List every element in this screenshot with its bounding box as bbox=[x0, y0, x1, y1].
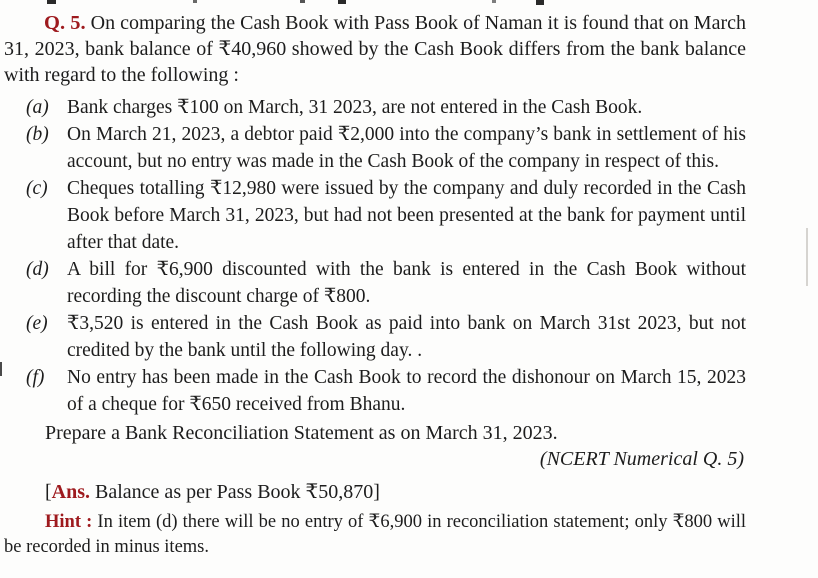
answer-text: Balance as per Pass Book ₹50,870] bbox=[95, 481, 380, 503]
list-item bbox=[4, 94, 746, 121]
list-item-marker: (a) bbox=[26, 97, 49, 118]
hint-label: Hint : bbox=[45, 512, 93, 532]
question-number-label: Q. 5. bbox=[44, 12, 86, 34]
list-item bbox=[4, 256, 746, 310]
list-item bbox=[4, 121, 746, 175]
list-item-marker: (c) bbox=[26, 178, 48, 199]
instruction-line: Prepare a Bank Reconciliation Statement as on March 31, 2023. bbox=[45, 422, 558, 444]
list-item-marker: (f) bbox=[26, 367, 45, 388]
list-item bbox=[4, 310, 746, 364]
list-item-marker: (e) bbox=[26, 313, 48, 334]
answer-open-bracket: [ bbox=[45, 481, 52, 503]
list-item-text: Bank charges ₹100 on March, 31 2023, are not entered in the Cash Book. bbox=[67, 97, 643, 118]
list-item-text: ₹3,520 is entered in the Cash Book as paid into bank on March 31st 2023, but not credited by the bank until the following day. . bbox=[67, 313, 746, 361]
question-intro-text: On comparing the Cash Book with Pass Book of Naman it is found that on March 31, 2023, bank balance of ₹40,960 showed by the Cash Book differs from the bank balance with regard to the following : bbox=[4, 12, 747, 86]
question-intro-paragraph bbox=[4, 10, 746, 88]
list-item bbox=[4, 364, 746, 418]
list-item-text: On March 21, 2023, a debtor paid ₹2,000 into the company’s bank in settlement of his account, but no entry was made in the Cash Book of the company in respect of this. bbox=[67, 124, 746, 172]
list-item-marker: (b) bbox=[26, 124, 49, 145]
list-item-marker: (d) bbox=[26, 259, 49, 280]
hint-text: In item (d) there will be no entry of ₹6,900 in reconciliation statement; only ₹800 will be recorded in minus items. bbox=[4, 512, 747, 557]
list-item-text: No entry has been made in the Cash Book to record the dishonour on March 15, 2023 of a cheque for ₹650 received from Bhanu. bbox=[67, 367, 746, 415]
condition-list bbox=[4, 94, 746, 418]
answer-label: Ans. bbox=[51, 481, 91, 503]
hint-paragraph bbox=[4, 510, 746, 560]
list-item-text: Cheques totalling ₹12,980 were issued by the company and duly recorded in the Cash Book before March 31, 2023, but had not been presented at the bank for payment until after that date. bbox=[67, 178, 746, 253]
list-item bbox=[4, 175, 746, 256]
list-item-text: A bill for ₹6,900 discounted with the bank is entered in the Cash Book without recording the discount charge of ₹800. bbox=[67, 259, 746, 307]
answer-line bbox=[4, 479, 746, 505]
source-reference: (NCERT Numerical Q. 5) bbox=[539, 448, 744, 470]
